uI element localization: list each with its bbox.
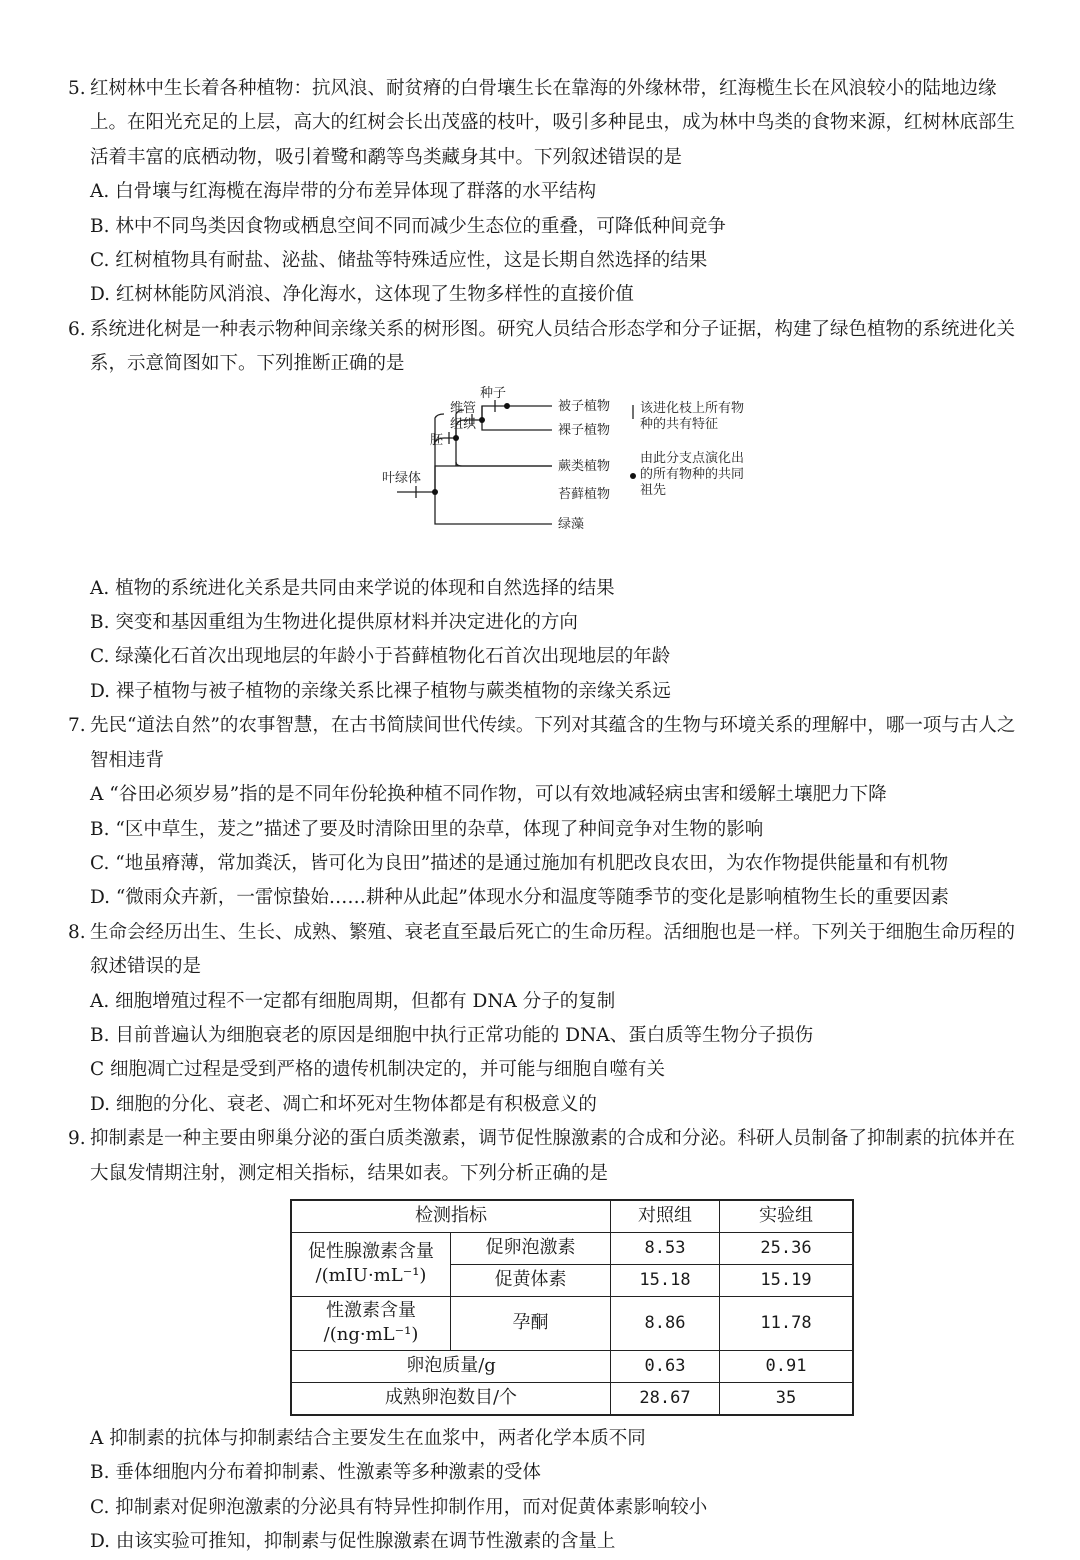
table-row bbox=[291, 1382, 853, 1415]
exam-page bbox=[68, 72, 1018, 1560]
option-d: D. 由该实验可推知，抑制素与促性腺激素在调节性激素的含量上 bbox=[90, 1531, 616, 1553]
legend-text: 该进化枝上所有物 bbox=[640, 400, 745, 416]
question-number: 5. bbox=[68, 78, 86, 99]
taxon-label: 苔藓植物 bbox=[558, 486, 611, 502]
control-value: 28.67 bbox=[611, 1382, 720, 1415]
control-value: 0.63 bbox=[611, 1350, 720, 1382]
group-label bbox=[291, 1296, 451, 1350]
row-label: 成熟卵泡数目/个 bbox=[291, 1382, 611, 1415]
option-b: B. 突变和基因重组为生物进化提供原材料并决定进化的方向 bbox=[90, 612, 578, 634]
trait-label: 种子 bbox=[480, 385, 507, 401]
option-c: C 细胞凋亡过程是受到严格的遗传机制决定的，并可能与细胞自噬有关 bbox=[90, 1059, 666, 1081]
group-label-line: 促性腺激素含量 bbox=[308, 1241, 434, 1263]
option-d: D. 裸子植物与被子植物的亲缘关系比裸子植物与蕨类植物的亲缘关系远 bbox=[90, 680, 671, 702]
question-stem: 先民“道法自然”的农事智慧，在古书简牍间世代传续。下列对其蕴含的生物与环境关系的理解中，哪一项与古人之智相违背 bbox=[90, 715, 1016, 771]
option-c: C. 抑制素对促卵泡激素的分泌具有特异性抑制作用，而对促黄体素影响较小 bbox=[90, 1496, 708, 1518]
option-b: B. 垂体细胞内分布着抑制素、性激素等多种激素的受体 bbox=[90, 1462, 541, 1484]
option-c: C. 红树植物具有耐盐、泌盐、储盐等特殊适应性，这是长期自然选择的结果 bbox=[90, 250, 708, 272]
taxon-label: 被子植物 bbox=[558, 398, 611, 414]
question-number: 9. bbox=[68, 1128, 86, 1150]
experiment-value: 25.36 bbox=[720, 1232, 854, 1264]
legend-text: 的所有物种的共同 bbox=[640, 466, 745, 482]
control-value: 8.53 bbox=[611, 1232, 720, 1264]
group-label-line: /(mIU·mL⁻¹) bbox=[315, 1265, 427, 1287]
experiment-value: 0.91 bbox=[720, 1350, 854, 1382]
row-label: 孕酮 bbox=[451, 1296, 611, 1350]
option-a: A “谷田必须岁易”指的是不同年份轮换种植不同作物，可以有效地减轻病虫害和缓解土壤肥力下降 bbox=[90, 784, 887, 806]
phylogenetic-tree-diagram bbox=[90, 382, 1018, 572]
legend-text: 由此分支点演化出 bbox=[640, 450, 745, 466]
option-c: C. “地虽瘠薄，常加粪沃，皆可化为良田”描述的是通过施加有机肥改良农田，为农作物提供能量和有机物 bbox=[90, 852, 949, 874]
row-label: 促黄体素 bbox=[451, 1264, 611, 1296]
option-d: D. “微雨众卉新，一雷惊蛰始……耕种从此起”体现水分和温度等随季节的变化是影响植物生长的重要因素 bbox=[90, 887, 949, 909]
results-table bbox=[290, 1199, 854, 1416]
question-stem: 生命会经历出生、生长、成熟、繁殖、衰老直至最后死亡的生命历程。活细胞也是一样。下列关于细胞生命历程的叙述错误的是 bbox=[90, 921, 1016, 978]
header-cell: 实验组 bbox=[720, 1200, 854, 1233]
option-b: B. 目前普遍认为细胞衰老的原因是细胞中执行正常功能的 DNA、蛋白质等生物分子损伤 bbox=[90, 1024, 814, 1046]
header-cell: 对照组 bbox=[611, 1200, 720, 1233]
taxon-label: 蕨类植物 bbox=[558, 458, 611, 474]
trait-label: 组织 bbox=[450, 416, 477, 432]
header-cell: 检测指标 bbox=[291, 1200, 611, 1233]
question-7 bbox=[68, 709, 1018, 915]
control-value: 8.86 bbox=[611, 1296, 720, 1350]
question-stem: 系统进化树是一种表示物种间亲缘关系的树形图。研究人员结合形态学和分子证据，构建了绿色植物的系统进化关系，示意简图如下。下列推断正确的是 bbox=[90, 318, 1016, 375]
option-d: D. 红树林能防风消浪、净化海水，这体现了生物多样性的直接价值 bbox=[90, 284, 634, 306]
trait-label: 叶绿体 bbox=[382, 470, 422, 486]
question-number: 6. bbox=[68, 318, 86, 340]
experiment-value: 35 bbox=[720, 1382, 854, 1415]
option-b: B. “区中草生，茇之”描述了要及时清除田里的杂草，体现了种间竞争对生物的影响 bbox=[90, 818, 764, 840]
option-a: A. 细胞增殖过程不一定都有细胞周期，但都有 DNA 分子的复制 bbox=[90, 990, 616, 1012]
question-stem: 抑制素是一种主要由卵巢分泌的蛋白质类激素，调节促性腺激素的合成和分泌。科研人员制备了抑制素的抗体并在大鼠发情期注射，测定相关指标，结果如表。下列分析正确的是 bbox=[90, 1128, 1016, 1184]
option-b: B. 林中不同鸟类因食物或栖息空间不同而减少生态位的重叠，可降低种间竞争 bbox=[90, 215, 726, 237]
table-row bbox=[291, 1350, 853, 1382]
option-a: A. 植物的系统进化关系是共同由来学说的体现和自然选择的结果 bbox=[90, 577, 615, 599]
group-label-line: 性激素含量 bbox=[326, 1300, 416, 1322]
group-label-line: /(ng·mL⁻¹) bbox=[323, 1324, 419, 1346]
tree-svg bbox=[382, 386, 782, 536]
trait-label: 胚 bbox=[430, 432, 444, 448]
row-label: 促卵泡激素 bbox=[451, 1232, 611, 1264]
question-9 bbox=[68, 1122, 1018, 1559]
option-d: D. 细胞的分化、衰老、凋亡和坏死对生物体都是有积极意义的 bbox=[90, 1093, 597, 1115]
question-stem: 红树林中生长着各种植物：抗风浪、耐贫瘠的白骨壤生长在靠海的外缘林带，红海榄生长在风浪较小的陆地边缘上。在阳光充足的上层，高大的红树会长出茂盛的枝叶，吸引多种昆虫，成为林中鸟类的食物来源，红树林底部生活着丰富的底栖动物，吸引着鹭和鹬等鸟类藏身其中。下列叙述错误的是 bbox=[90, 78, 1016, 168]
option-a: A. 白骨壤与红海榄在海岸带的分布差异体现了群落的水平结构 bbox=[90, 181, 597, 203]
table-header-row bbox=[291, 1200, 853, 1233]
experiment-value: 15.19 bbox=[720, 1264, 854, 1296]
option-c: C. 绿藻化石首次出现地层的年龄小于苔藓植物化石首次出现地层的年龄 bbox=[90, 646, 671, 668]
legend-text: 祖先 bbox=[640, 482, 667, 498]
question-number: 8. bbox=[68, 921, 86, 943]
taxon-label: 绿藻 bbox=[558, 516, 585, 532]
question-8 bbox=[68, 916, 1018, 1122]
legend-text: 种的共有特征 bbox=[640, 416, 719, 432]
table-row bbox=[291, 1232, 853, 1264]
row-label: 卵泡质量/g bbox=[291, 1350, 611, 1382]
question-6 bbox=[68, 313, 1018, 709]
control-value: 15.18 bbox=[611, 1264, 720, 1296]
experiment-value: 11.78 bbox=[720, 1296, 854, 1350]
trait-label: 维管 bbox=[450, 400, 477, 416]
table-row bbox=[291, 1296, 853, 1350]
question-5 bbox=[68, 72, 1018, 313]
taxon-label: 裸子植物 bbox=[558, 422, 611, 438]
option-a: A 抑制素的抗体与抑制素结合主要发生在血浆中，两者化学本质不同 bbox=[90, 1427, 646, 1449]
group-label bbox=[291, 1232, 451, 1296]
question-number: 7. bbox=[68, 715, 86, 737]
